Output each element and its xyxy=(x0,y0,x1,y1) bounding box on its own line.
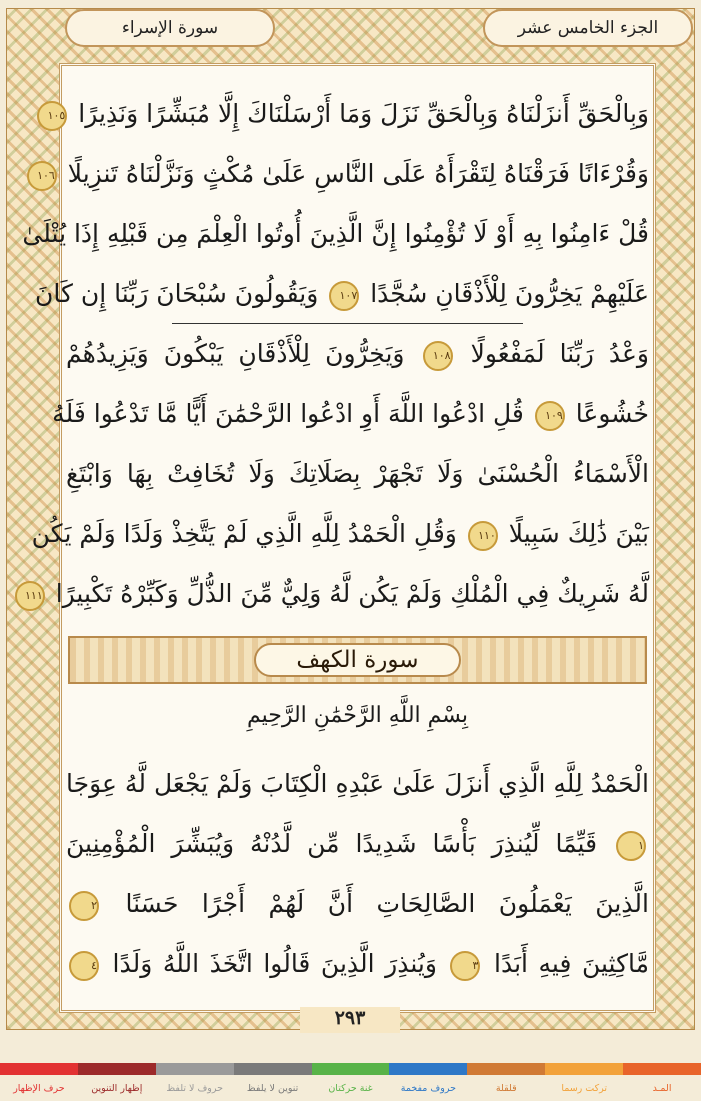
ayah-marker: ١ xyxy=(616,831,646,861)
line-8 xyxy=(31,506,649,562)
line-text: عَلَيْهِمْ يَخِرُّونَ لِلْأَذْقَانِ سُجَّدًا xyxy=(370,279,649,308)
tajweed-legend-labels xyxy=(0,1080,701,1098)
legend-label: غنة حركتان xyxy=(328,1083,373,1094)
line-11 xyxy=(66,816,649,872)
ayah-marker: ١٠٨ xyxy=(423,341,453,371)
legend-swatch xyxy=(545,1063,623,1075)
ayah-marker: ١٠٥ xyxy=(37,101,67,131)
ayah-marker: ١١٠ xyxy=(468,521,498,551)
legend-label: قلقلة xyxy=(495,1083,517,1094)
line-text: الَّذِينَ يَعْمَلُونَ الصَّالِحَاتِ أَنَّ لَهُمْ أَجْرًا حَسَنًا xyxy=(125,889,649,918)
surah-label: سورة الإسراء xyxy=(65,9,275,47)
line-text: لَّهُ شَرِيكٌ فِي الْمُلْكِ وَلَمْ يَكُن لَّهُ وَلِيٌّ مِّنَ الذُّلِّ وَكَبِّرْهُ تَكْبِيرًا xyxy=(55,579,649,608)
line-text: وَيُنذِرَ الَّذِينَ قَالُوا اتَّخَذَ اللَّهُ وَلَدًا xyxy=(112,949,437,978)
legend-label: المـد xyxy=(652,1083,672,1094)
line-5 xyxy=(66,326,649,382)
line-text: قُلْ ءَامِنُوا بِهِ أَوْ لَا تُؤْمِنُوا إِنَّ الَّذِينَ أُوتُوا الْعِلْمَ مِن قَبْلِهِ إِذَا يُتْلَىٰ xyxy=(22,219,649,248)
text-panel xyxy=(22,63,656,1013)
line-text: وَقُلِ الْحَمْدُ لِلَّهِ الَّذِي لَمْ يَتَّخِذْ وَلَدًا وَلَمْ يَكُن xyxy=(31,519,457,548)
line-10 xyxy=(66,756,649,812)
tajweed-color-legend xyxy=(0,1063,701,1075)
legend-swatch xyxy=(0,1063,78,1075)
line-6 xyxy=(52,386,649,442)
line-text: وَيَقُولُونَ سُبْحَانَ رَبِّنَا إِن كَانَ xyxy=(35,279,319,308)
ayah-marker: ١٠٦ xyxy=(27,161,57,191)
legend-label: حرف الإظهار xyxy=(13,1083,65,1094)
ayah-marker: ٣ xyxy=(450,951,480,981)
legend-label: تركت رسما xyxy=(561,1083,608,1094)
legend-label: حروف مفخمة xyxy=(400,1083,456,1094)
line-text: وَعْدُ رَبِّنَا لَمَفْعُولًا xyxy=(470,339,649,368)
line-text: خُشُوعًا xyxy=(575,399,649,428)
legend-swatch xyxy=(78,1063,156,1075)
page-frame xyxy=(6,8,695,1030)
line-4 xyxy=(35,266,649,322)
line-text: الْأَسْمَاءُ الْحُسْنَىٰ وَلَا تَجْهَرْ بِصَلَاتِكَ وَلَا تُخَافِتْ بِهَا وَابْتَغِ xyxy=(66,459,649,488)
line-12 xyxy=(66,876,649,932)
ayah-marker: ٤ xyxy=(69,951,99,981)
legend-swatch xyxy=(389,1063,467,1075)
line-text: مَّاكِثِينَ فِيهِ أَبَدًا xyxy=(494,949,649,978)
sajdah-overline xyxy=(172,323,523,324)
line-text: قُلِ ادْعُوا اللَّهَ أَوِ ادْعُوا الرَّحْمَٰنَ أَيًّا مَّا تَدْعُوا فَلَهُ xyxy=(52,399,524,428)
line-text: وَقُرْءَانًا فَرَقْنَاهُ لِتَقْرَأَهُ عَلَى النَّاسِ عَلَىٰ مُكْثٍ وَنَزَّلْنَاهُ تَنزِيلًا xyxy=(67,159,649,188)
juz-label: الجزء الخامس عشر xyxy=(483,9,693,47)
surah-banner-title: سورة الكهف xyxy=(254,643,460,677)
line-text: وَيَخِرُّونَ لِلْأَذْقَانِ يَبْكُونَ وَيَزِيدُهُمْ xyxy=(66,339,405,368)
legend-label: تنوين لا يلفظ xyxy=(246,1083,299,1094)
line-3 xyxy=(22,206,649,262)
legend-swatch xyxy=(156,1063,234,1075)
line-9 xyxy=(25,566,649,622)
line-text: وَبِالْحَقِّ أَنزَلْنَاهُ وَبِالْحَقِّ نَزَلَ وَمَا أَرْسَلْنَاكَ إِلَّا مُبَشِّرًا وَنَذِيرًا xyxy=(78,99,649,128)
surah-banner xyxy=(68,636,647,684)
line-text: قَيِّمًا لِّيُنذِرَ بَأْسًا شَدِيدًا مِّن لَّدُنْهُ وَيُبَشِّرَ الْمُؤْمِنِينَ xyxy=(66,829,598,858)
line-text: بَيْنَ ذَٰلِكَ سَبِيلًا xyxy=(508,519,649,548)
line-13 xyxy=(66,936,649,992)
legend-swatch xyxy=(467,1063,545,1075)
legend-label: حروف لا تلفظ xyxy=(166,1083,224,1094)
line-1 xyxy=(47,86,649,142)
legend-swatch xyxy=(312,1063,390,1075)
line-text: الْحَمْدُ لِلَّهِ الَّذِي أَنزَلَ عَلَىٰ عَبْدِهِ الْكِتَابَ وَلَمْ يَجْعَل لَّهُ عِوَجَا xyxy=(66,769,649,798)
ayah-marker: ١١١ xyxy=(15,581,45,611)
ayah-marker: ٢ xyxy=(69,891,99,921)
legend-swatch xyxy=(234,1063,312,1075)
page-number: ٢٩٣ xyxy=(300,1007,400,1033)
line-7 xyxy=(66,446,649,502)
legend-swatch xyxy=(623,1063,701,1075)
ayah-marker: ١٠٧ xyxy=(329,281,359,311)
legend-label: إظهار التنوين xyxy=(91,1083,143,1094)
ayah-marker: ١٠٩ xyxy=(535,401,565,431)
line-2 xyxy=(37,146,649,202)
basmala: بِسْمِ اللَّهِ الرَّحْمَٰنِ الرَّحِيمِ xyxy=(246,703,469,728)
